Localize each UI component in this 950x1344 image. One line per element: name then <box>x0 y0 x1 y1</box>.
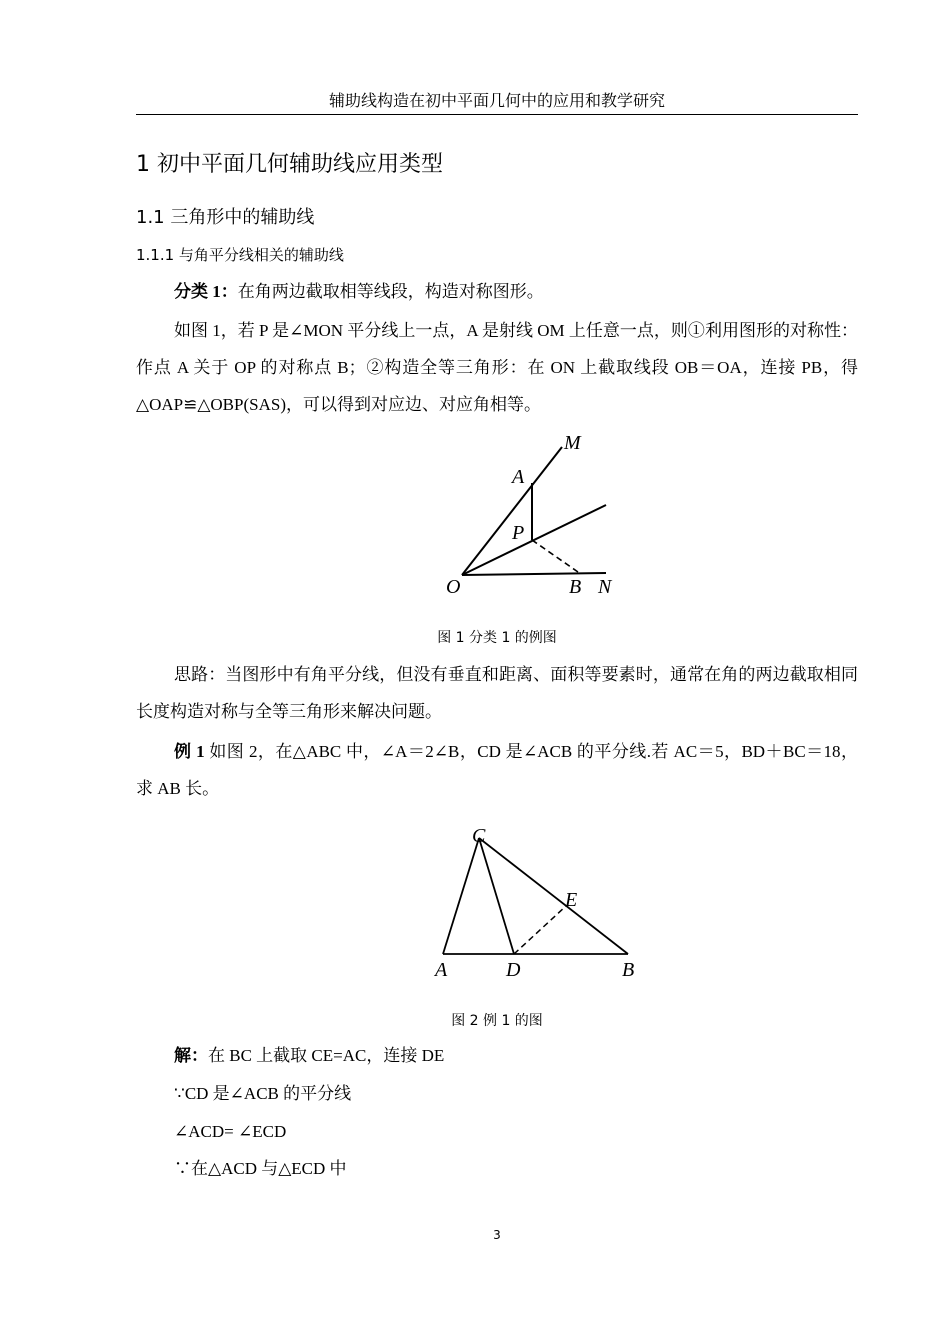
category1-line <box>174 279 544 305</box>
label-p: P <box>512 522 525 544</box>
segment-cb <box>479 838 628 954</box>
chapter-heading: 1 初中平面几何辅助线应用类型 <box>136 152 443 177</box>
label-m: M <box>564 432 581 454</box>
running-header: 辅助线构造在初中平面几何中的应用和教学研究 <box>328 93 665 110</box>
label-b2: B <box>622 959 635 981</box>
example-1-label: 例 1 <box>174 742 205 761</box>
category1-text: 在角两边截取相等线段，构造对称图形。 <box>237 282 544 301</box>
paragraph-2: 思路：当图形中有角平分线，但没有垂直和距离、面积等要素时，通常在角的两边截取相同长度构造对称与全等三角形来解决问题。 <box>136 665 858 721</box>
section-heading: 1.1 三角形中的辅助线 <box>136 207 315 228</box>
label-a: A <box>512 466 525 488</box>
segment-cd <box>479 838 514 954</box>
solution-line-3: ∠ACD= ∠ECD <box>174 1122 287 1141</box>
header-rule <box>136 114 858 115</box>
figure-1-caption: 图 1 分类 1 的例图 <box>437 630 557 646</box>
solution-line-1 <box>174 1043 444 1069</box>
label-n: N <box>598 576 612 598</box>
bisector-op <box>462 505 606 575</box>
segment-de-dashed <box>514 906 566 954</box>
label-d: D <box>506 959 521 981</box>
example-1 <box>136 733 858 807</box>
category1-label: 分类 1： <box>174 282 238 301</box>
label-o: O <box>446 576 461 598</box>
segment-ca <box>443 838 479 954</box>
paragraph-1: 如图 1，若 P 是∠MON 平分线上一点，A 是射线 OM 上任意一点，则①利用图形的对称性：作点 A 关于 OP 的对称点 B；②构造全等三角形：在 ON 上截取线段 OB＝OA，连接 PB，得△OAP≌△OBP(SAS)，可以得到对应边、对应角相等。 <box>136 321 858 414</box>
label-e: E <box>565 889 578 911</box>
solution-line-1-text: 在 BC 上截取 CE=AC，连接 DE <box>208 1046 445 1065</box>
label-b: B <box>569 576 582 598</box>
solution-line-4: ∵在△ACD 与△ECD 中 <box>174 1159 347 1178</box>
page-number: 3 <box>493 1228 501 1242</box>
figure-2-diagram <box>430 822 640 982</box>
subsection-heading: 1.1.1 与角平分线相关的辅助线 <box>136 246 344 264</box>
figure-1-diagram <box>440 425 630 605</box>
segment-pb-dashed <box>532 540 578 572</box>
label-c: C <box>472 825 486 847</box>
solution-line-2: ∵CD 是∠ACB 的平分线 <box>174 1084 352 1103</box>
figure-2-caption: 图 2 例 1 的图 <box>451 1013 543 1029</box>
ray-on <box>462 573 606 575</box>
label-a2: A <box>435 959 448 981</box>
solution-label: 解： <box>174 1046 208 1065</box>
example-1-text: 如图 2，在△ABC 中，∠A＝2∠B，CD 是∠ACB 的平分线.若 AC＝5，BD＋BC＝18，求 AB 长。 <box>136 742 859 798</box>
